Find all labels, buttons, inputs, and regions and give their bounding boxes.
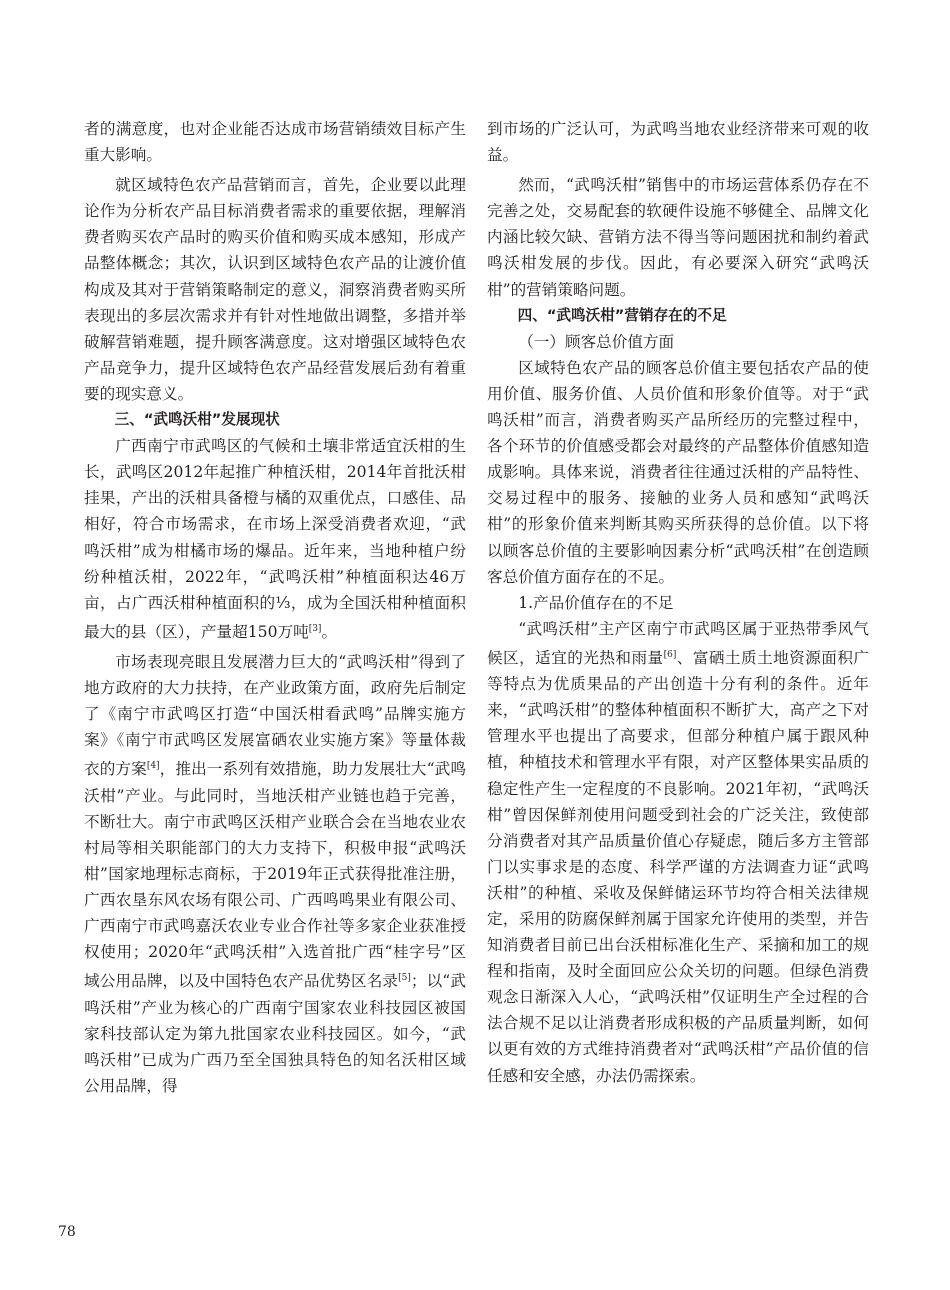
page-number: 78 (58, 1224, 76, 1240)
paragraph: 然而，“武鸣沃柑”销售中的市场运营体系仍存在不完善之处，交易配套的软硬件设施不够健全、品牌文化内涵比较欠缺、营销方法不得当等问题困扰和制约着武鸣沃柑发展的步伐。因此，有必要深入研究“武鸣沃柑”的营销策略问题。 (487, 176, 869, 299)
subsection-heading: （一）顾客总价值方面 (518, 332, 675, 351)
section-heading: 三、“武鸣沃柑”发展现状 (114, 411, 280, 429)
paragraph: 到市场的广泛认可，为武鸣当地农业经济带来可观的收益。 (487, 120, 869, 165)
paragraph: 就区域特色农产品营销而言，首先，企业要以此理论作为分析农产品目标消费者需求的重要依据，理解消费者购买农产品时的购买价值和购买成本感知，形成产品整体概念；其次，认识到区域特色农产品的让渡价值构成及其对于营销策略制定的意义，洞察消费者购买所表现出的多层次需求并有针对性地做出调整，多措并举破解营销难题，提升顾客满意度。这对增强区域特色农产品竞争力，提升区域特色农产品经营发展后劲有着重要的现实意义。 (84, 176, 466, 403)
right-column (487, 116, 869, 1089)
citation: [5] (398, 973, 411, 984)
paragraph: 市场表现亮眼且发展潜力巨大的“武鸣沃柑”得到了地方政府的大力扶持，在产业政策方面，政府先后制定了《南宁市武鸣区打造“中国沃柑看武鸣”品牌实施方案》《南宁市武鸣区发展富硒农业实施方案》等量体裁衣的方案[4]，推出一系列有效措施，助力发展壮大“武鸣沃柑”产业。与此同时，当地沃柑产业链也趋于完善，不断壮大。南宁市武鸣区沃柑产业联合会在当地农业农村局等相关职能部门的大力支持下，积极申报“武鸣沃柑”国家地理标志商标，于2019年正式获得批准注册，广西农垦东风农场有限公司、广西鸣鸣果业有限公司、广西南宁市武鸣嘉沃农业专业合作社等多家企业获准授权使用；2020年“武鸣沃柑”入选首批广西“桂字号”区域公用品牌，以及中国特色农产品优势区名录[5]；以“武鸣沃柑”产业为核心的广西南宁国家农业科技园区被国家科技部认定为第九批国家农业科技园区。如今，“武鸣沃柑”已成为广西乃至全国独具特色的知名沃柑区域公用品牌，得 (84, 653, 466, 1095)
citation: [3] (308, 623, 322, 634)
subsection-heading: 1.产品价值存在的不足 (518, 593, 674, 612)
paragraph: “武鸣沃柑”主产区南宁市武鸣区属于亚热带季风气候区，适宜的光热和雨量[6]、富硒土质土地资源面积广等特点为优质果品的产出创造十分有利的条件。近年来，“武鸣沃柑”的整体种植面积不断扩大，高产之下对管理水平也提出了高要求，但部分种植户属于跟风种植，种植技术和管理水平有限，对产区整体果实品质的稳定性产生一定程度的不良影响。2021年初，“武鸣沃柑”曾因保鲜剂使用问题受到社会的广泛关注，致使部分消费者对其产品质量价值心存疑虑，随后多方主管部门以实事求是的态度、科学严谨的方法调查力证“武鸣沃柑”的种植、采收及保鲜储运环节均符合相关法律规定，采用的防腐保鲜剂属于国家允许使用的类型，并告知消费者目前已出台沃柑标准化生产、采摘和加工的规程和指南，及时全面回应公众关切的问题。但绿色消费观念日渐深入人心，“武鸣沃柑”仅证明生产全过程的合法合规不足以让消费者形成积极的产品质量判断，如何以更有效的方式维持消费者对“武鸣沃柑”产品价值的信任感和安全感，办法仍需探索。 (487, 619, 869, 1085)
paragraph: 广西南宁市武鸣区的气候和土壤非常适宜沃柑的生长，武鸣区2012年起推广种植沃柑，2014年首批沃柑挂果，产出的沃柑具备橙与橘的双重优点，口感佳、品相好，符合市场需求，在市场上深受消费者欢迎，“武鸣沃柑”成为柑橘市场的爆品。近年来，当地种植户纷纷种植沃柑，2022年，“武鸣沃柑”种植面积达46万亩，占广西沃柑种植面积的⅓，成为全国沃柑种植面积最大的县（区），产量超150万吨[3]。 (84, 437, 466, 641)
paragraph: 者的满意度，也对企业能否达成市场营销绩效目标产生重大影响。 (84, 120, 466, 165)
left-column (84, 116, 466, 1099)
citation: [4] (146, 761, 160, 772)
citation: [6] (663, 649, 677, 660)
paragraph: 区域特色农产品的顾客总价值主要包括农产品的使用价值、服务价值、人员价值和形象价值等。对于“武鸣沃柑”而言，消费者购买产品所经历的完整过程中，各个环节的价值感受都会对最终的产品整体价值感知造成影响。具体来说，消费者往往通过沃柑的产品特性、交易过程中的服务、接触的业务人员和感知“武鸣沃柑”的形象价值来判断其购买所获得的总价值。以下将以顾客总价值的主要影响因素分析“武鸣沃柑”在创造顾客总价值方面存在的不足。 (487, 358, 869, 586)
section-heading: 四、“武鸣沃柑”营销存在的不足 (517, 306, 727, 324)
